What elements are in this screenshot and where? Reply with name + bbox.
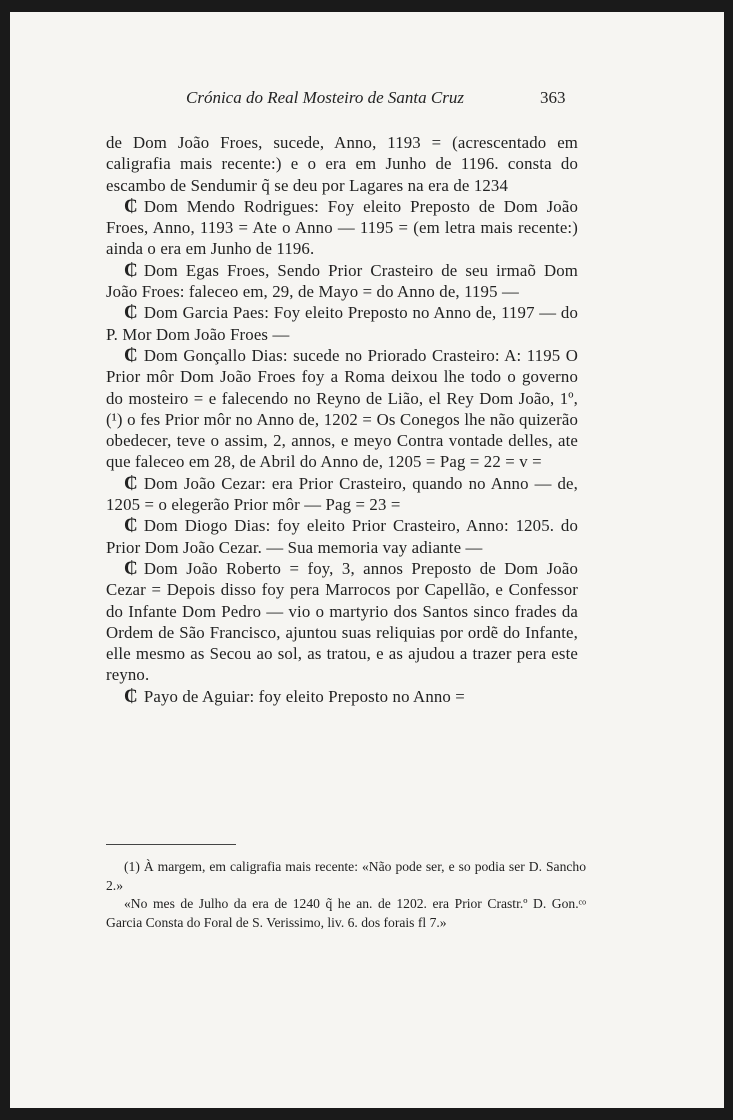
paragraph-text: Dom Gonçallo Dias: sucede no Priorado Crasteiro: A: 1195 O Prior môr Dom João Froes foy a Roma deixou lhe todo o governo do mosteiro = e falecendo no Reyno de Lião, el Rey Dom João, 1º, (¹) o fes Prior môr no Anno de, 1202 = Os Conegos lhe não quizerão obedecer, teve o assim, 2, annos, e meyo Contra vontade delles, ate que faleceo em 28, de Abril do Anno de, 1205 = Pag = 22 = v = (106, 345, 578, 472)
paragraph (106, 345, 578, 473)
paragraph (106, 473, 578, 516)
paragraph-mark-icon: ₵ (124, 472, 138, 494)
paragraph-mark-icon: ₵ (124, 259, 138, 281)
paragraph (106, 686, 578, 707)
paragraph-mark-icon: ₵ (124, 195, 138, 217)
paragraph-text: Dom Garcia Paes: Foy eleito Preposto no Anno de, 1197 — do P. Mor Dom João Froes — (106, 303, 578, 344)
page-header (10, 88, 724, 112)
page-number: 363 (540, 88, 566, 107)
paragraph (106, 132, 578, 196)
footnote: «No mes de Julho da era de 1240 q̃ he an. de 1202. era Prior Crastr.º D. Gon.ᶜᵒ Garcia Consta do Foral de S. Verissimo, liv. 6. dos forais fl 7.» (106, 896, 586, 930)
paragraph (106, 302, 578, 345)
paragraph (106, 558, 578, 686)
running-title: Crónica do Real Mosteiro de Santa Cruz (186, 88, 464, 107)
footnote: (1) À margem, em caligrafia mais recente: «Não pode ser, e so podia ser D. Sancho 2.» (106, 859, 586, 893)
paragraph-text: Payo de Aguiar: foy eleito Preposto no Anno = (143, 686, 465, 706)
paragraph-text: Dom João Roberto = foy, 3, annos Preposto de Dom João Cezar = Depois disso foy pera Marrocos por Capellão, e Confessor do Infante Dom Pedro — vio o martyrio dos Santos sinco frades da Ordem de São Francisco, ajuntou suas reliquias por ordẽ do Infante, elle mesmo as Secou ao sol, as tratou, e as ajudou a trazer pera este reyno. (106, 558, 578, 685)
paragraph-text: Dom Egas Froes, Sendo Prior Crasteiro de seu irmaõ Dom João Froes: faleceo em, 29, de Mayo = do Anno de, 1195 — (106, 260, 578, 302)
footnotes (106, 858, 586, 932)
paragraph (106, 515, 578, 558)
paragraph-text: Dom João Cezar: era Prior Crasteiro, quando no Anno — de, 1205 = o elegerão Prior môr — Pag = 23 = (106, 473, 578, 515)
paragraph-text: de Dom João Froes, sucede, Anno, 1193 = (acrescentado em caligrafia mais recente:) e o era em Junho de 1196. consta do escambo de Sendumir q̃ se deu por Lagares na era de 1234 (106, 133, 578, 195)
paragraph (106, 260, 578, 303)
paragraph-mark-icon: ₵ (124, 685, 138, 707)
paragraph-mark-icon: ₵ (124, 302, 138, 324)
paragraph-text: Dom Diogo Dias: foy eleito Prior Crasteiro, Anno: 1205. do Prior Dom João Cezar. — Sua memoria vay adiante — (106, 516, 578, 557)
paragraph-mark-icon: ₵ (124, 557, 138, 579)
paragraph-mark-icon: ₵ (124, 344, 138, 366)
book-page (10, 12, 724, 1108)
body-text (106, 132, 578, 707)
footnote-divider (106, 844, 236, 845)
paragraph-mark-icon: ₵ (124, 515, 138, 537)
paragraph-text: Dom Mendo Rodrigues: Foy eleito Preposto de Dom João Froes, Anno, 1193 = Ate o Anno — 1195 = (em letra mais recente:) ainda o era em Junho de 1196. (106, 196, 578, 259)
paragraph (106, 196, 578, 260)
